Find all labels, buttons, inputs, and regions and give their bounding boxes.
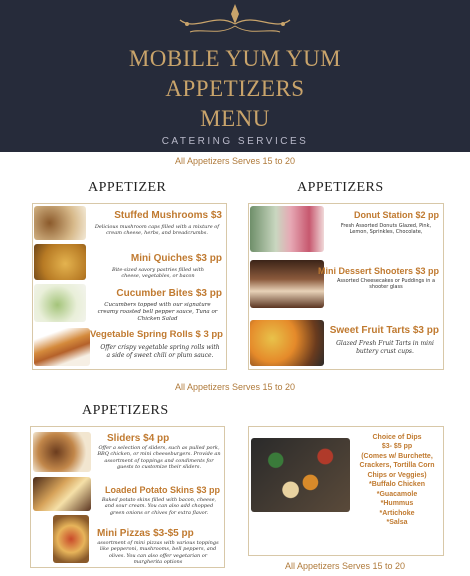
- section1-left-title: APPETIZER: [88, 180, 167, 195]
- mini-pizzas-title: Mini Pizzas $3-$5 pp: [97, 528, 194, 539]
- dips-title: Choice of Dips: [372, 434, 422, 441]
- header-title-line1: MOBILE YUM YUM: [128, 46, 342, 71]
- mini-quiches-image: [34, 244, 86, 280]
- header-title-line3: MENU: [200, 106, 270, 131]
- donut-station-image: [250, 206, 324, 252]
- flourish-ornament-icon: [175, 2, 295, 38]
- dips-option: *Hummus: [380, 500, 414, 508]
- donut-station-title: Donut Station $2 pp: [354, 210, 439, 220]
- mini-quiches-desc: Bite-sized savory pastries filled with cheese, vegetables, or bacon: [112, 267, 204, 280]
- section1-left-box: [32, 203, 227, 370]
- sliders-title: Sliders $4 pp: [107, 433, 170, 444]
- serves-note-top: All Appetizers Serves 15 to 20: [174, 156, 296, 166]
- cucumber-bites-title: Cucumber Bites $3 pp: [116, 288, 222, 299]
- spring-rolls-title: Vegetable Spring Rolls $ 3 pp: [89, 329, 223, 340]
- fruit-tarts-desc: Glazed Fresh Fruit Tarts in mini buttery crust cups.: [336, 340, 434, 355]
- potato-skins-desc: Baked potato skins filled with bacon, cheese, and sour cream. You can also add chopped green onions or chives for extra flavor.: [101, 497, 217, 516]
- section2-left-box: [30, 426, 225, 568]
- dessert-shooters-desc: Assorted Cheesecakes or Puddings in a shooter glass: [336, 278, 436, 291]
- mini-pizzas-image: [53, 515, 89, 563]
- dips-block: [353, 433, 441, 527]
- cucumber-bites-image: [34, 284, 86, 322]
- dips-option: *Artichoke: [379, 509, 415, 517]
- fruit-tarts-image: [250, 320, 324, 366]
- potato-skins-image: [33, 477, 91, 511]
- spring-rolls-desc: Offer crispy vegetable spring rolls with a side of sweet chili or plum sauce.: [100, 344, 220, 359]
- header-subtitle: CATERING SERVICES: [161, 136, 309, 147]
- dessert-shooters-image: [250, 260, 324, 308]
- menu-header: [0, 0, 470, 152]
- serves-note-middle: All Appetizers Serves 15 to 20: [174, 382, 296, 392]
- header-title-line2: APPETIZERS: [165, 76, 305, 101]
- dips-platter-image: [251, 438, 350, 512]
- mini-quiches-title: Mini Quiches $3 pp: [130, 253, 222, 264]
- dessert-shooters-title: Mini Dessert Shooters $3 pp: [317, 266, 439, 276]
- dips-note: (Comes w/ Burchette, Crackers, Tortilla Corn Chips or Veggies): [359, 452, 435, 479]
- potato-skins-title: Loaded Potato Skins $3 pp: [105, 485, 221, 495]
- stuffed-mushrooms-title: Stuffed Mushrooms $3: [114, 210, 222, 221]
- sliders-image: [33, 432, 91, 472]
- dips-price: $3- $5 pp: [381, 443, 413, 451]
- section2-title: APPETIZERS: [82, 403, 169, 418]
- dips-option: *Guacamole: [376, 490, 418, 498]
- section1-right-box: [248, 203, 444, 370]
- spring-rolls-image: [34, 328, 90, 366]
- stuffed-mushrooms-desc: Delicious mushroom caps filled with a mixture of cream cheese, herbs, and breadcrumbs.: [94, 224, 220, 237]
- stuffed-mushrooms-image: [34, 206, 86, 240]
- sliders-desc: Offer a selection of sliders, such as pulled pork, BBQ chicken, or mini cheeseburgers. Provide an assortment of toppings and condiments for guests to customize their sliders.: [97, 445, 221, 470]
- fruit-tarts-title: Sweet Fruit Tarts $3 pp: [329, 325, 439, 336]
- cucumber-bites-desc: Cucumbers topped with our signature creamy roasted bell pepper sauce, Tuna or Chicken Salad: [97, 302, 218, 322]
- dips-option: *Salsa: [386, 518, 408, 526]
- serves-note-bottom: All Appetizers Serves 15 to 20: [284, 561, 406, 571]
- donut-station-desc: Fresh Assorted Donuts Glazed, Pink, Lemon, Sprinkles, Chocolate,: [340, 223, 432, 236]
- mini-pizzas-desc: assortment of mini pizzas with various toppings like pepperoni, mushrooms, bell peppers, and olives. You can also offer vegetarian or margherita options: [97, 540, 219, 565]
- section2-right-box: [248, 426, 444, 556]
- dips-option: *Buffalo Chicken: [368, 481, 425, 489]
- section1-right-title: APPETIZERS: [297, 180, 384, 195]
